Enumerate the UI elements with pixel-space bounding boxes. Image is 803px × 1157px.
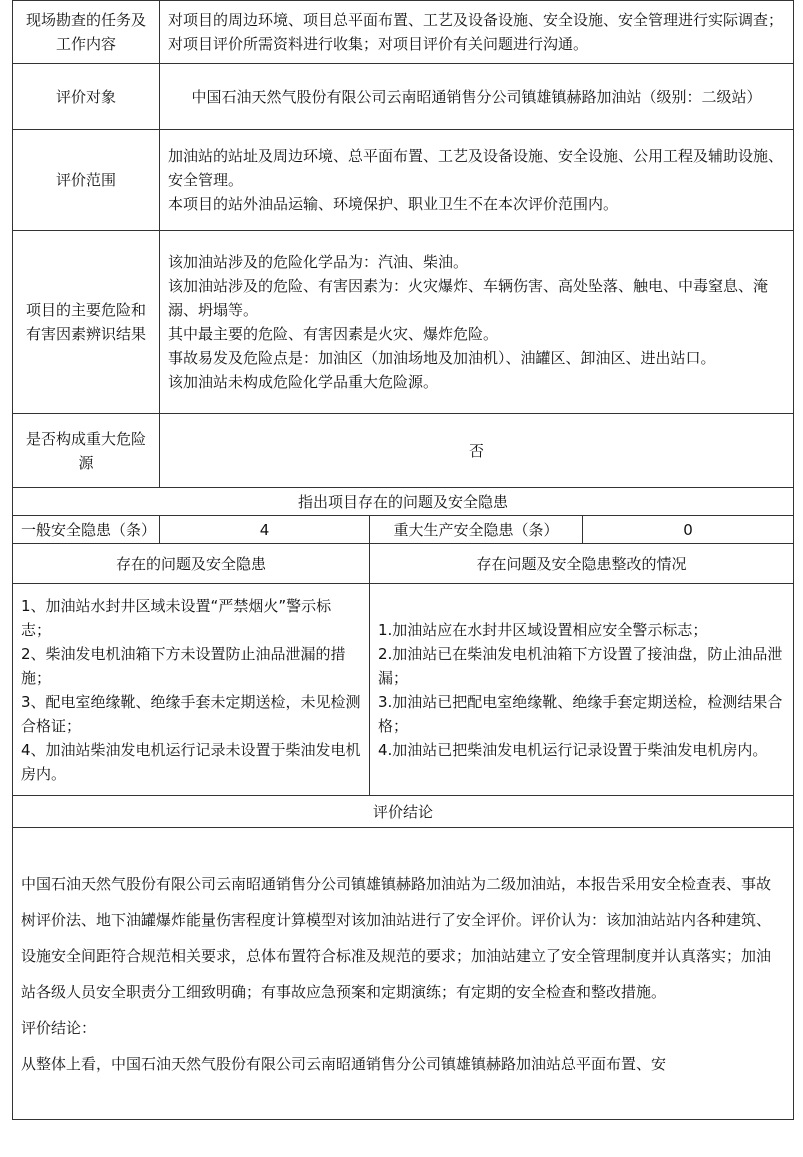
issues-columns-header-row [13, 544, 794, 584]
scope-line: 加油站的站址及周边环境、总平面布置、工艺及设备设施、安全设施、公用工程及辅助设施、安全管理。 [168, 147, 784, 189]
problem-item: 3、配电室绝缘靴、绝缘手套未定期送检，未见检测合格证； [21, 692, 361, 735]
major-hazard-label: 是否构成重大危险源 [13, 414, 160, 488]
scope-content [160, 130, 794, 231]
scope-label: 评价范围 [13, 130, 160, 231]
hazards-row [13, 231, 794, 414]
problem-item: 1、加油站水封井区域未设置“严禁烟火”警示标志； [21, 596, 332, 639]
rectification-item: 1.加油站应在水封井区域设置相应安全警示标志； [378, 620, 708, 639]
object-row [13, 64, 794, 130]
conclusion-paragraph: 中国石油天然气股份有限公司云南昭通销售分公司镇雄镇赫路加油站为二级加油站，本报告采用安全检查表、事故树评价法、地下油罐爆炸能量伤害程度计算模型对该加油站进行了安全评价。评价认为：该加油站站内各种建筑、设施安全间距符合规范相关要求，总体布置符合标准及规范的要求；加油站建立了安全管理制度并认真落实；加油站各级人员安全职责分工细致明确；有事故应急预案和定期演练；有定期的安全检查和整改措施。 [21, 874, 772, 1001]
problems-list [13, 584, 370, 796]
hazards-line: 事故易发及危险点是：加油区（加油场地及加油机）、油罐区、卸油区、进出站口。 [168, 349, 716, 367]
rectification-item: 2.加油站已在柴油发电机油箱下方设置了接油盘，防止油品泄漏； [378, 644, 783, 687]
conclusion-row [13, 828, 794, 1120]
hazards-line: 该加油站未构成危险化学品重大危险源。 [168, 373, 439, 391]
survey-label: 现场勘查的任务及工作内容 [13, 1, 160, 64]
problems-header: 存在的问题及安全隐患 [13, 544, 370, 584]
problem-item: 2、柴油发电机油箱下方未设置防止油品泄漏的措施； [21, 644, 346, 687]
major-hazard-count: 0 [583, 516, 794, 544]
conclusion-last-line: 从整体上看，中国石油天然气股份有限公司云南昭通销售分公司镇雄镇赫路加油站总平面布置、安 [21, 1054, 667, 1073]
conclusion-subheading: 评价结论： [21, 1018, 97, 1037]
hazards-content [160, 231, 794, 414]
hazards-label: 项目的主要危险和有害因素辨识结果 [13, 231, 160, 414]
general-hazard-label: 一般安全隐患（条） [13, 516, 160, 544]
hazards-line: 该加油站涉及的危险、有害因素为：火灾爆炸、车辆伤害、高处坠落、触电、中毒窒息、淹溺、坍塌等。 [168, 277, 769, 319]
issues-header-row [13, 488, 794, 516]
rectification-item: 3.加油站已把配电室绝缘靴、绝缘手套定期送检，检测结果合格； [378, 692, 783, 735]
problem-item: 4、加油站柴油发电机运行记录未设置于柴油发电机房内。 [21, 740, 361, 783]
rectification-item: 4.加油站已把柴油发电机运行记录设置于柴油发电机房内。 [378, 740, 768, 759]
survey-text: 对项目的周边环境、项目总平面布置、工艺及设备设施、安全设施、安全管理进行实际调查；对项目评价所需资料进行收集；对项目评价有关问题进行沟通。 [160, 1, 794, 64]
hazards-line: 其中最主要的危险、有害因素是火灾、爆炸危险。 [168, 325, 499, 343]
rectifications-list [370, 584, 794, 796]
major-hazard-count-label: 重大生产安全隐患（条） [370, 516, 583, 544]
conclusion-body [13, 828, 794, 1120]
conclusion-header: 评价结论 [13, 796, 794, 828]
survey-row [13, 1, 794, 64]
scope-line: 本项目的站外油品运输、环境保护、职业卫生不在本次评价范围内。 [168, 195, 619, 213]
hazards-line: 该加油站涉及的危险化学品为：汽油、柴油。 [168, 253, 469, 271]
object-text: 中国石油天然气股份有限公司云南昭通销售分公司镇雄镇赫路加油站（级别：二级站） [160, 64, 794, 130]
rectifications-header: 存在问题及安全隐患整改的情况 [370, 544, 794, 584]
counts-row [13, 516, 794, 544]
scope-row [13, 130, 794, 231]
general-hazard-count: 4 [160, 516, 370, 544]
issues-header: 指出项目存在的问题及安全隐患 [13, 488, 794, 516]
object-label: 评价对象 [13, 64, 160, 130]
conclusion-header-row [13, 796, 794, 828]
major-hazard-row [13, 414, 794, 488]
evaluation-table [12, 0, 794, 1120]
issues-detail-row [13, 584, 794, 796]
major-hazard-value: 否 [160, 414, 794, 488]
